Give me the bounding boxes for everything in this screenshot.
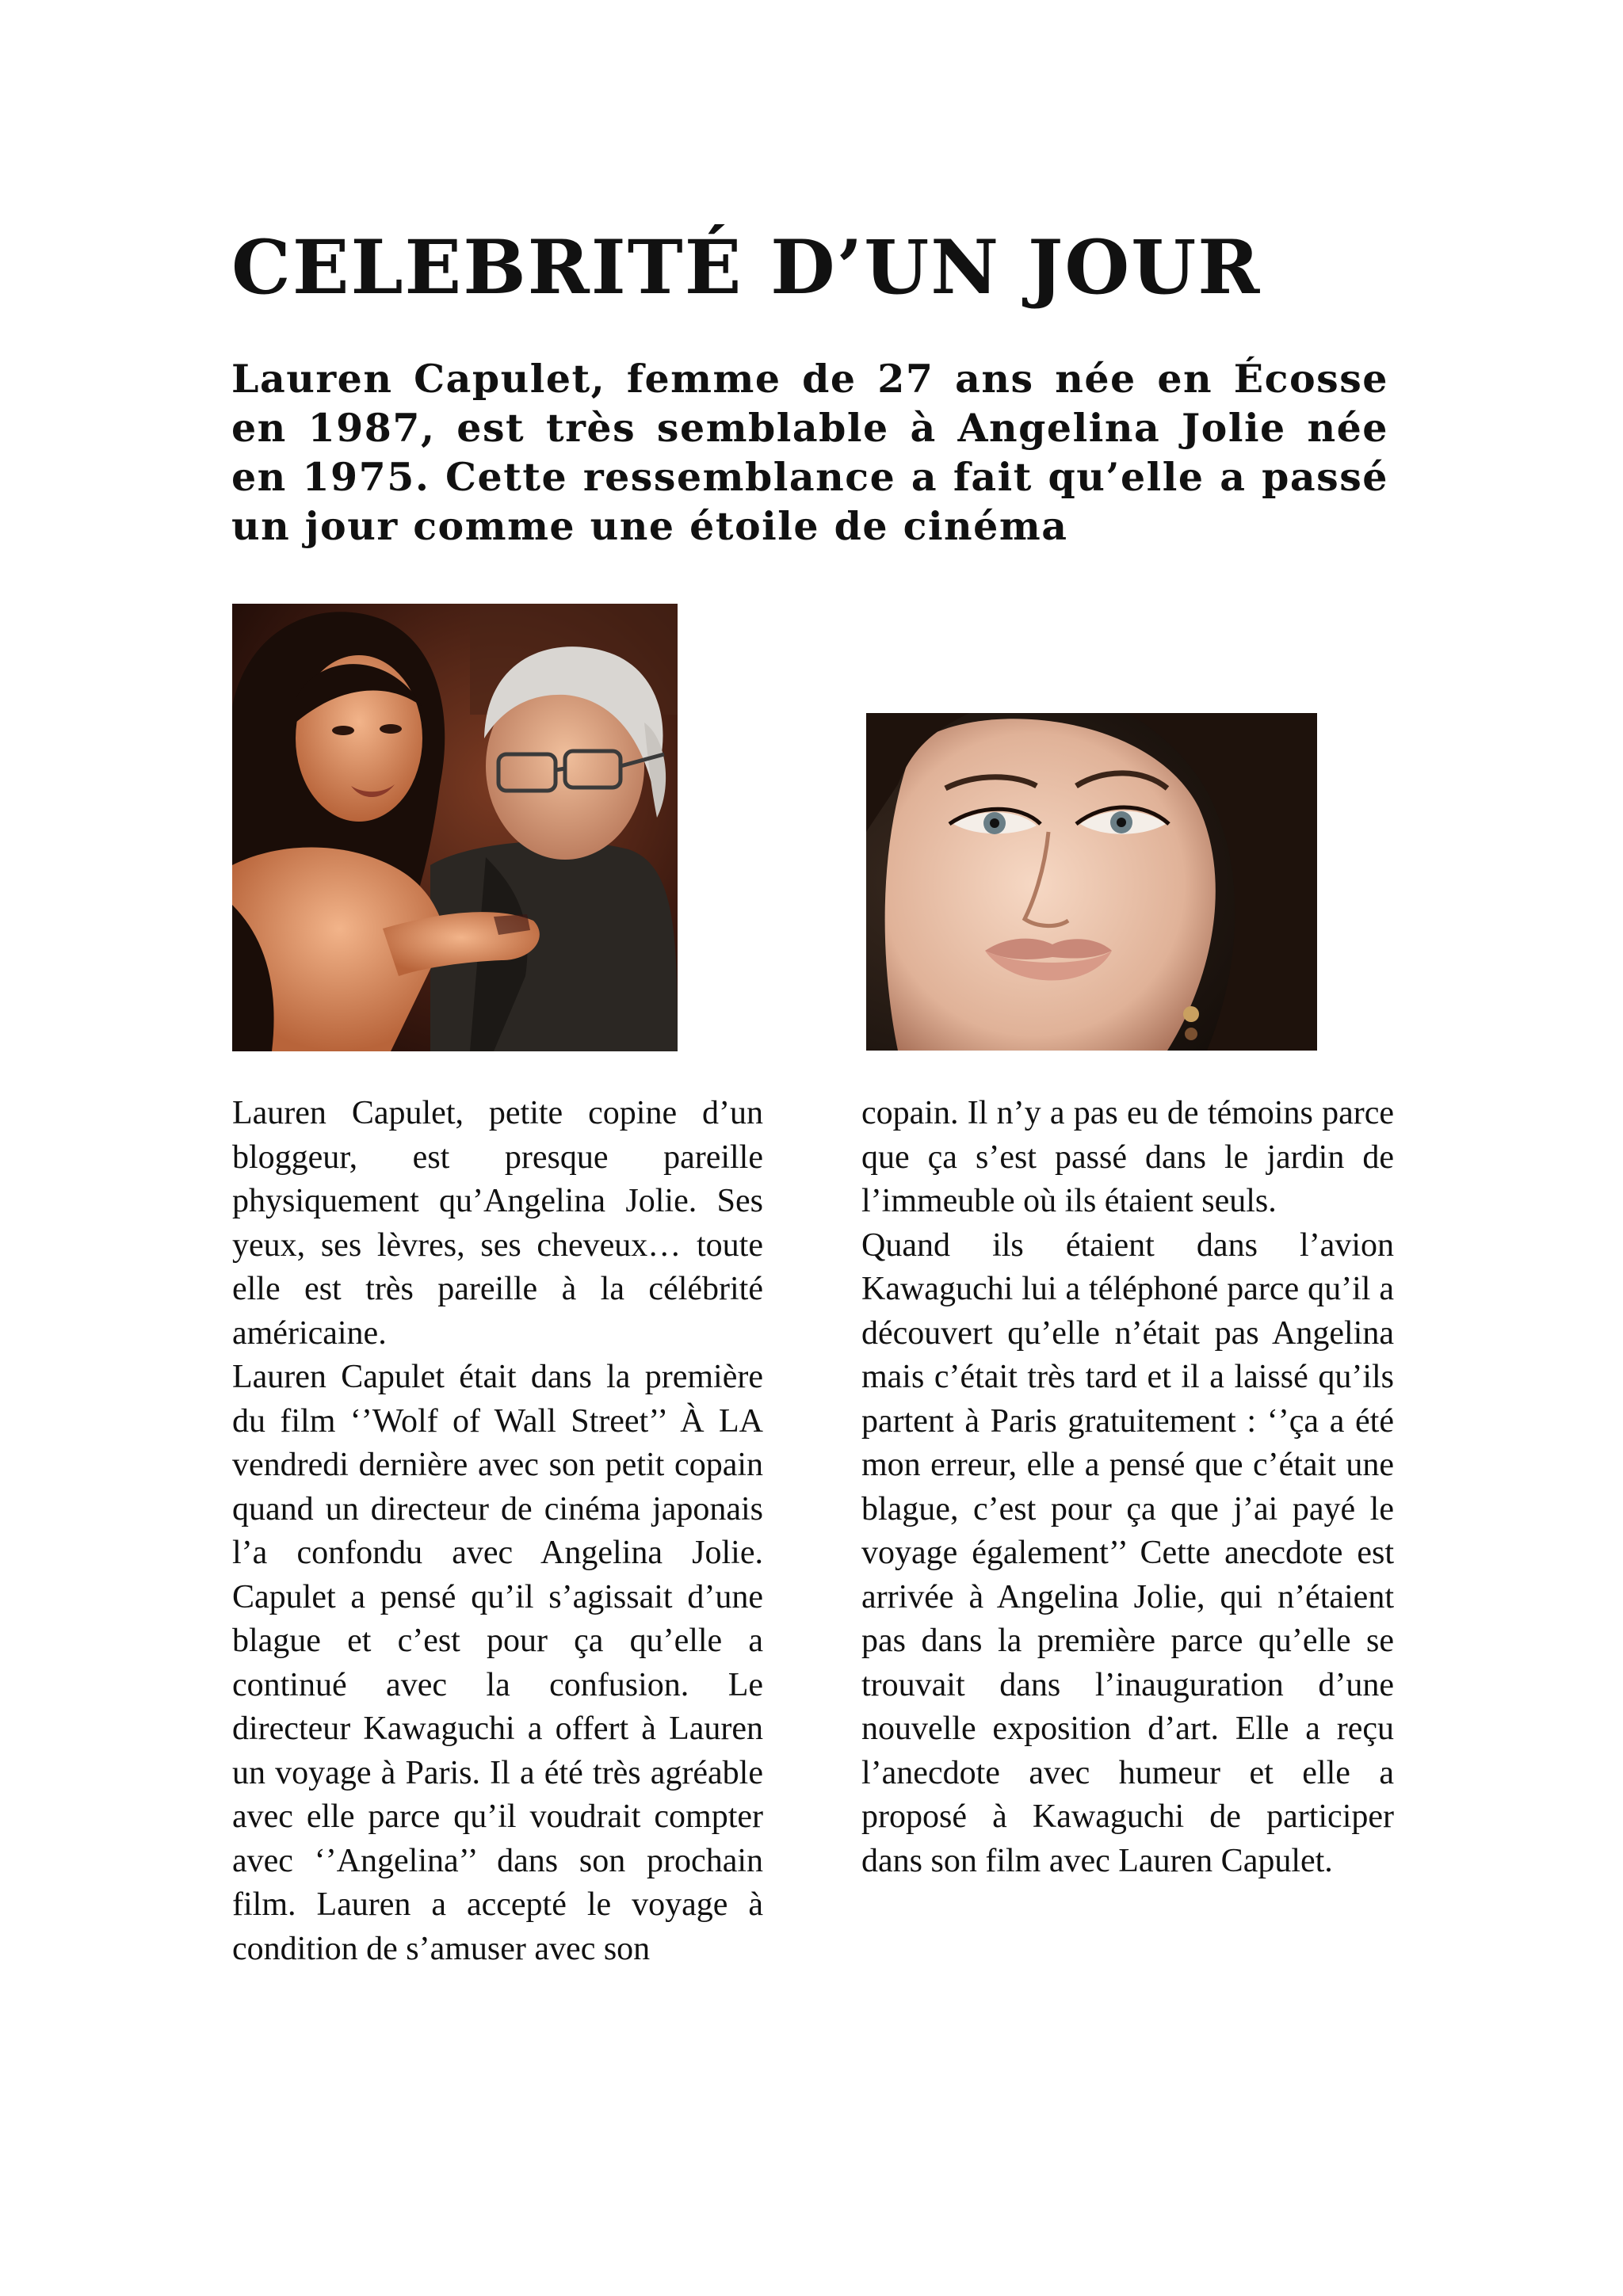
right-paragraph-2: Quand ils étaient dans l’avion Kawaguchi lui a téléphoné parce qu’il a découvert qu’elle n’était pas Angelina mais c’était très tard et il a laissé qu’ils partent à Paris gratuitement : ‘’ça a été mon erreur, elle a pensé que c’était une blague, c’est pour ça que j’ai payé le voyage également’’ Cette anecdote est arrivée à Angelina Jolie, qui n’étaient pas dans la première parce qu’elle se trouvait dans l’inauguration d’une nouvelle exposition d’art. Elle a reçu l’anecdote avec humeur et elle a proposé à Kawaguchi de participer dans son film avec Lauren Capulet. [861,1226,1394,1879]
angelina-jolie-photo [866,713,1317,1051]
article-column-left [232,1092,763,1971]
article-title: CELEBRITÉ D’UN JOUR [231,224,1262,311]
photo-couple-icon [232,604,678,1051]
left-paragraph-2: Lauren Capulet était dans la première du film ‘’Wolf of Wall Street’’ À LA vendredi dernière avec son petit copain quand un directeur de cinéma japonais l’a confondu avec Angelina Jolie. Capulet a pensé qu’il s’agissait d’une blague et c’est pour ça qu’elle a continué avec la confusion. Le directeur Kawaguchi a offert à Lauren un voyage à Paris. Il a été très agréable avec elle parce qu’il voudrait compter avec ‘’Angelina’’ dans son prochain film. Lauren a accepté le voyage à condition de s’amuser avec son [232,1359,763,1967]
left-paragraph-1: Lauren Capulet, petite copine d’un bloggeur, est presque pareille physiquement qu’Angelina Jolie. Ses yeux, ses lèvres, ses cheveux… toute elle est très pareille à la célébrité américaine. [232,1095,763,1352]
article-lead: Lauren Capulet, femme de 27 ans née en Écosse en 1987, est très semblable à Angelina Jolie née en 1975. Cette ressemblance a fait qu’elle a passé un jour comme une étoile de cinéma [231,356,1388,549]
lauren-capulet-photo [232,604,678,1051]
right-paragraph-1: copain. Il n’y a pas eu de témoins parce que ça s’est passé dans le jardin de l’immeuble où ils étaient seuls. [861,1095,1394,1219]
article-column-right [861,1092,1394,1883]
photo-portrait-icon [866,713,1317,1051]
